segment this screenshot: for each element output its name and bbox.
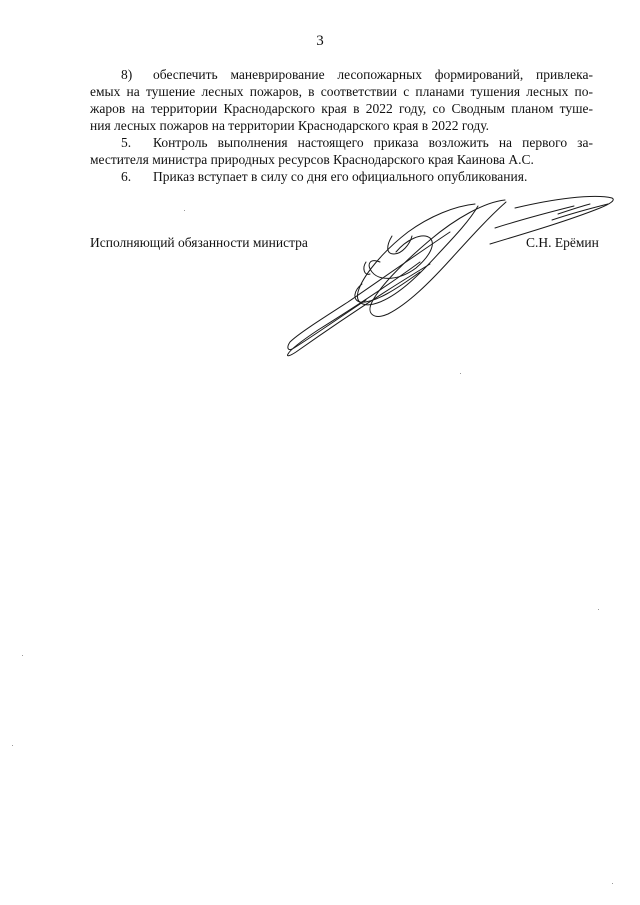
page-number: 3 — [316, 33, 324, 49]
scan-speck — [12, 745, 13, 746]
item-6-text-1: Приказ вступает в силу со дня его официального опубликования. — [153, 169, 528, 184]
handwritten-signature — [270, 192, 630, 362]
signatory-name: С.Н. Ерёмин — [526, 235, 599, 250]
item-5-line-2: местителя министра природных ресурсов Краснодарского края Каинова А.С. — [90, 152, 534, 167]
item-8-line-2: емых на тушение лесных пожаров, в соответствии с планами тушения лесных по- — [90, 84, 593, 99]
item-8-line-3: жаров на территории Краснодарского края в 2022 году, со Сводным планом туше- — [90, 101, 593, 116]
item-6-line-1 — [90, 169, 593, 185]
item-8-line-4: ния лесных пожаров на территории Краснодарского края в 2022 году. — [90, 118, 490, 133]
item-8-text-1: обеспечить маневрирование лесопожарных формирований, привлека- — [153, 67, 593, 82]
item-8-marker: 8) — [121, 67, 133, 82]
signatory-title: Исполняющий обязанности министра — [90, 235, 308, 250]
scan-speck — [612, 883, 613, 884]
scan-speck — [598, 609, 599, 610]
scan-speck — [460, 373, 461, 374]
item-5-marker: 5. — [121, 135, 132, 150]
scan-speck — [184, 210, 185, 211]
scan-speck — [22, 655, 23, 656]
item-8-line-1 — [90, 67, 593, 83]
item-6-marker: 6. — [121, 169, 132, 184]
item-5-line-1 — [90, 135, 593, 151]
item-5-text-1: Контроль выполнения настоящего приказа возложить на первого за- — [153, 135, 593, 150]
